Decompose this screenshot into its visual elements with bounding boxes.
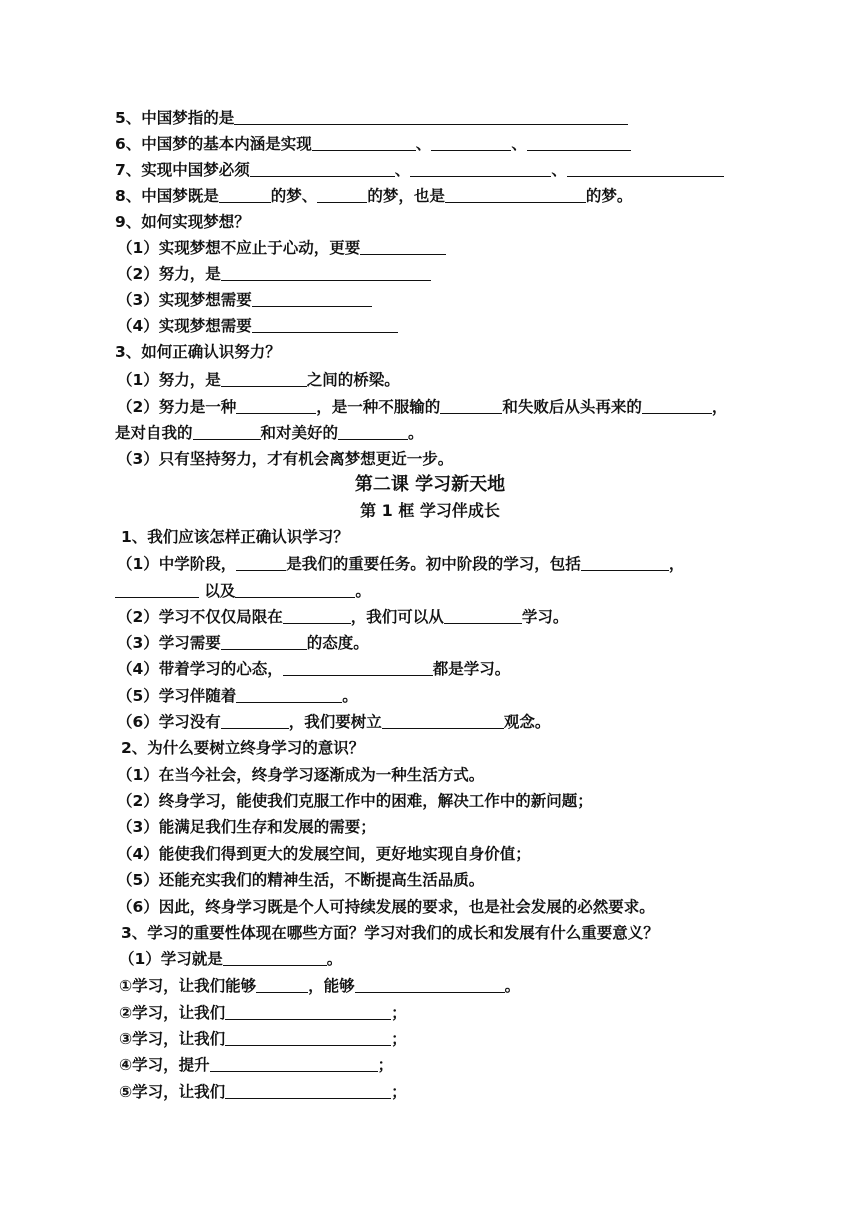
fill-blank[interactable]	[234, 107, 628, 125]
fill-blank[interactable]	[210, 1054, 378, 1072]
fill-blank[interactable]	[221, 632, 307, 650]
item-effort-is: （2）努力，是	[117, 263, 431, 285]
fill-blank[interactable]	[410, 159, 551, 177]
fill-blank[interactable]	[225, 1028, 391, 1046]
item-middle-school-task: （1）中学阶段， 是我们的重要任务。初中阶段的学习，包括 ，	[117, 555, 685, 573]
item-effort-kind: （2）努力是一种 ，是一种不服输的 和失败后从头再来的 ，	[117, 398, 728, 416]
fill-blank[interactable]	[283, 606, 351, 624]
item-lifelong-6: （6）因此，终身学习既是个人可持续发展的要求，也是社会发展的必然要求。	[117, 898, 655, 916]
fill-blank[interactable]	[527, 133, 631, 151]
item-action: （1）实现梦想不应止于心动，更要	[117, 237, 446, 259]
question-understand-effort: 3、如何正确认识努力？	[115, 343, 281, 361]
fill-blank[interactable]	[382, 711, 504, 729]
item-effort-kind-cont: 是对自我的 和对美好的 。	[115, 424, 424, 442]
item-lifelong-1: （1）在当今社会，终身学习逐渐成为一种生活方式。	[117, 766, 485, 784]
item-chinese-dream-content: 6、中国梦的基本内涵是实现 、 、	[115, 133, 631, 155]
fill-blank[interactable]	[355, 975, 505, 993]
fill-blank[interactable]	[338, 422, 408, 440]
question-learning-importance: 3、学习的重要性体现在哪些方面？学习对我们的成长和发展有什么重要意义？	[121, 924, 659, 942]
fill-blank[interactable]	[236, 396, 316, 414]
item-learning-no-end: （6）学习没有 ，我们要树立 观念。	[117, 713, 551, 731]
fill-blank[interactable]	[221, 711, 289, 729]
fill-blank[interactable]	[219, 185, 271, 203]
question-how-realize-dream: 9、如何实现梦想？	[115, 213, 250, 231]
item-learning-scope: （2）学习不仅仅局限在 ，我们可以从 学习。	[117, 608, 569, 626]
fill-blank[interactable]	[283, 658, 433, 676]
item-need-1: （3）实现梦想需要	[117, 289, 372, 311]
item-learning-enable: ①学习，让我们能够 ，能够 。	[119, 977, 521, 995]
fill-blank[interactable]	[236, 553, 286, 571]
item-realize-dream-must: 7、实现中国梦必须 、 、	[115, 159, 724, 181]
item-need-2: （4）实现梦想需要	[117, 315, 398, 337]
fill-blank[interactable]	[445, 185, 586, 203]
fill-blank[interactable]	[252, 315, 398, 333]
fill-blank[interactable]	[115, 580, 199, 598]
item-lifelong-3: （3）能满足我们生存和发展的需要；	[117, 818, 376, 836]
fill-blank[interactable]	[431, 133, 511, 151]
fill-blank[interactable]	[221, 369, 307, 387]
item-lifelong-4: （4）能使我们得到更大的发展空间，更好地实现自身价值；	[117, 845, 531, 863]
item-learning-mindset: （4）带着学习的心态， 都是学习。	[117, 660, 511, 678]
item-chinese-dream-meaning: 5、中国梦指的是	[115, 107, 628, 129]
fill-blank[interactable]	[193, 422, 261, 440]
item-learning-4: ④学习，提升 ；	[119, 1056, 394, 1074]
fill-blank[interactable]	[444, 606, 522, 624]
fill-blank[interactable]	[440, 396, 502, 414]
item-learning-attitude: （3）学习需要 的态度。	[117, 634, 369, 652]
question-understand-learning: 1、我们应该怎样正确认识学习？	[121, 528, 349, 546]
fill-blank[interactable]	[223, 948, 327, 966]
section-title: 第 1 框 学习伴成长	[360, 501, 500, 520]
item-learning-3: ③学习，让我们 ；	[119, 1030, 407, 1048]
fill-blank[interactable]	[642, 396, 712, 414]
item-lifelong-2: （2）终身学习，能使我们克服工作中的困难，解决工作中的新问题；	[117, 792, 593, 810]
item-middle-school-task-cont: 以及 。	[115, 580, 371, 602]
item-learning-2: ②学习，让我们 ；	[119, 1004, 407, 1022]
fill-blank[interactable]	[256, 975, 308, 993]
fill-blank[interactable]	[317, 185, 367, 203]
fill-blank[interactable]	[252, 289, 372, 307]
fill-blank[interactable]	[581, 553, 669, 571]
fill-blank[interactable]	[235, 580, 355, 598]
fill-blank[interactable]	[225, 1002, 391, 1020]
fill-blank[interactable]	[250, 159, 395, 177]
item-lifelong-5: （5）还能充实我们的精神生活，不断提高生活品质。	[117, 871, 485, 889]
lesson-title: 第二课 学习新天地	[354, 474, 506, 495]
item-persist-effort: （3）只有坚持努力，才有机会离梦想更近一步。	[117, 450, 454, 468]
item-learning-is: （1）学习就是 。	[119, 950, 343, 968]
item-learning-5: ⑤学习，让我们 ；	[119, 1083, 407, 1101]
fill-blank[interactable]	[221, 263, 431, 281]
question-lifelong-learning: 2、为什么要树立终身学习的意识？	[121, 739, 365, 757]
item-effort-bridge: （1）努力，是 之间的桥梁。	[117, 371, 400, 389]
item-learning-accompany: （5）学习伴随着 。	[117, 687, 358, 705]
fill-blank[interactable]	[225, 1081, 391, 1099]
fill-blank[interactable]	[312, 133, 416, 151]
fill-blank[interactable]	[236, 685, 342, 703]
fill-blank[interactable]	[567, 159, 724, 177]
fill-blank[interactable]	[360, 237, 446, 255]
item-dream-of-whom: 8、中国梦既是 的梦、 的梦，也是 的梦。	[115, 187, 633, 205]
